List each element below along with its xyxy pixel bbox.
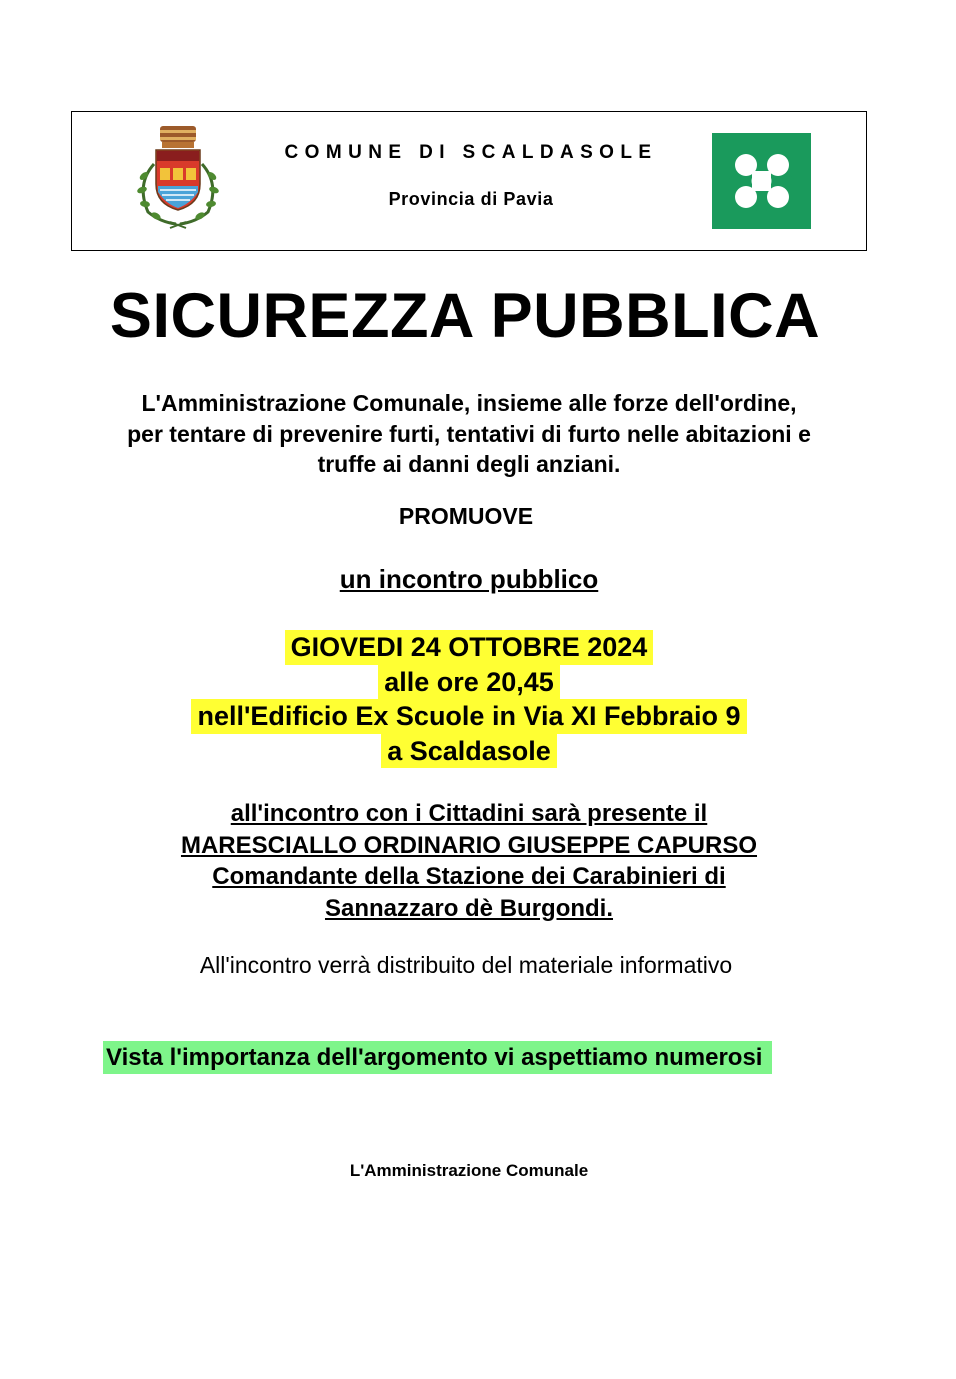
intro-paragraph bbox=[0, 388, 938, 480]
officer-line: all'incontro con i Cittadini sarà presente il bbox=[230, 800, 708, 827]
comune-name: COMUNE DI SCALDASOLE bbox=[284, 142, 658, 163]
event-venue: nell'Edificio Ex Scuole in Via XI Febbraio 9 bbox=[191, 699, 746, 734]
closing-invitation: Vista l'importanza dell'argomento vi aspettiamo numerosi bbox=[103, 1041, 772, 1074]
incontro-subtitle: un incontro pubblico bbox=[339, 564, 599, 594]
officer-line: MARESCIALLO ORDINARIO GIUSEPPE CAPURSO bbox=[180, 831, 758, 859]
officer-line: Sannazzaro dè Burgondi. bbox=[324, 894, 614, 922]
provincia-label: Provincia di Pavia bbox=[388, 189, 554, 209]
intro-line: L'Amministrazione Comunale, insieme alle forze dell'ordine, bbox=[141, 390, 797, 416]
event-details bbox=[0, 630, 938, 768]
event-town: a Scaldasole bbox=[381, 734, 557, 769]
lombardy-region-logo-icon bbox=[712, 133, 811, 229]
municipal-crest-icon bbox=[130, 124, 224, 230]
event-date: GIOVEDI 24 OTTOBRE 2024 bbox=[285, 630, 654, 665]
material-note: All'incontro verrà distribuito del materiale informativo bbox=[199, 952, 733, 978]
event-time: alle ore 20,45 bbox=[378, 665, 560, 700]
page-title: SICUREZZA PUBBLICA bbox=[109, 281, 821, 351]
header-box bbox=[71, 111, 867, 251]
officer-line: Comandante della Stazione dei Carabinieri di bbox=[212, 863, 726, 890]
promuove-heading: PROMUOVE bbox=[398, 503, 534, 529]
closing-wrapper bbox=[103, 1041, 772, 1074]
officer-paragraph bbox=[0, 798, 938, 924]
intro-line: truffe ai danni degli anziani. bbox=[317, 451, 621, 477]
intro-line: per tentare di prevenire furti, tentativi di furto nelle abitazioni e bbox=[127, 420, 811, 447]
signature: L'Amministrazione Comunale bbox=[349, 1161, 589, 1180]
